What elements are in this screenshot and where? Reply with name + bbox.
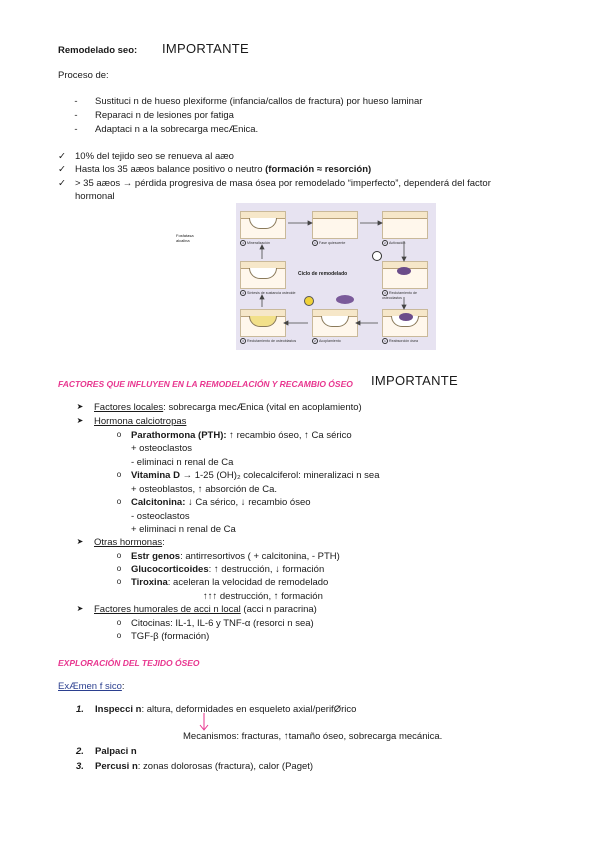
circle-bullet-icon: o — [116, 577, 122, 586]
circle-bullet-icon: o — [116, 497, 122, 506]
hormone-detail: + osteoblastos, ↑ absorción de Ca. — [131, 484, 278, 495]
hormone-item: Tiroxina: aceleran la velocidad de remodelado — [131, 577, 329, 588]
arrow-bullet-icon: ➤ — [76, 604, 84, 613]
check-item: > 35 aæos → pérdida progresiva de masa ósea por remodelado “imperfecto”, dependerá del factor — [75, 178, 491, 189]
examen-heading: ExÆmen f sico: — [58, 681, 125, 692]
hormone-detail: ↑↑↑ destrucción, ↑ formación — [203, 591, 323, 602]
check-icon: ✓ — [58, 178, 66, 189]
factor-item: Factores locales: sobrecarga mecÆnica (vital en acoplamiento) — [94, 402, 362, 413]
hormone-item: Glucocorticoides: ↑ destrucción, ↓ formación — [131, 564, 325, 575]
factores-heading: FACTORES QUE INFLUYEN EN LA REMODELACIÓN Y RECAMBIO ÓSEO — [58, 379, 353, 389]
cycle-arrows — [236, 203, 436, 350]
arrow-bullet-icon: ➤ — [76, 537, 84, 546]
circle-bullet-icon: o — [116, 551, 122, 560]
step-label: 4 Síntesis de sustancia osteoide — [240, 290, 296, 296]
hormone-item: Vitamina D → 1-25 (OH)₂ colecalciferol: mineralizaci n sea — [131, 470, 380, 481]
step-label: 4 Mineralización — [240, 240, 270, 246]
hormone-item: Estr genos: antirresortivos ( + calcitonina, - PTH) — [131, 551, 340, 562]
factor-item: Otras hormonas: — [94, 537, 165, 548]
hormone-item: Citocinas: IL-1, IL-6 y TNF-α (resorci n sea) — [131, 618, 314, 629]
exam-item: Palpaci n — [95, 746, 137, 757]
circle-bullet-icon: o — [116, 631, 122, 640]
list-number: 1. — [76, 704, 84, 715]
dash-bullet: - — [74, 124, 78, 135]
check-item-cont: hormonal — [75, 191, 115, 202]
list-item: Reparaci n de lesiones por fatiga — [95, 110, 234, 121]
check-icon: ✓ — [58, 151, 66, 162]
important-tag: IMPORTANTE — [371, 373, 459, 388]
list-item: Adaptaci n a la sobrecarga mecÆnica. — [95, 124, 259, 135]
step-label: 2 Acoplamiento — [312, 338, 341, 344]
hormone-detail: - eliminaci n renal de Ca — [131, 457, 234, 468]
down-arrow-icon — [199, 713, 209, 733]
step-label: 1 Fase quiescente — [312, 240, 345, 246]
mecanismos-note: Mecanismos: fracturas, ↑tamaño óseo, sobrecarga mecánica. — [183, 731, 443, 742]
check-item: Hasta los 35 aæos balance positivo o neutro (formación ≈ resorción) — [75, 164, 372, 175]
exam-item: Inspecci n: altura, deformidades en esqueleto axial/perifØrico — [95, 704, 357, 715]
hormone-item: TGF-β (formación) — [131, 631, 210, 642]
circle-bullet-icon: o — [116, 618, 122, 627]
circle-bullet-icon: o — [116, 564, 122, 573]
circle-bullet-icon: o — [116, 430, 122, 439]
step-label: 2 Activación — [382, 240, 405, 246]
factor-item: Hormona calciotropas — [94, 416, 187, 427]
hormone-detail: + eliminaci n renal de Ca — [131, 524, 236, 535]
hormone-item: Parathormona (PTH): ↑ recambio óseo, ↑ Ca sérico — [131, 430, 352, 441]
exam-item: Percusi n: zonas dolorosas (fractura), calor (Paget) — [95, 761, 314, 772]
list-item: Sustituci n de hueso plexiforme (infancia/callos de fractura) por hueso laminar — [95, 96, 423, 107]
remodeling-cycle-figure — [236, 203, 436, 350]
step-label: 3 Reclutamiento de osteoblastos — [240, 338, 296, 344]
check-item: 10% del tejido seo se renueva al aæo — [75, 151, 234, 162]
list-number: 3. — [76, 761, 84, 772]
important-tag: IMPORTANTE — [162, 41, 250, 56]
figure-side-label: Fosfatasa alcalina — [176, 233, 194, 243]
page-title: Remodelado seo: — [58, 45, 138, 56]
hormone-detail: - osteoclastos — [131, 511, 190, 522]
circle-bullet-icon: o — [116, 470, 122, 479]
arrow-bullet-icon: ➤ — [76, 402, 84, 411]
proceso-heading: Proceso de: — [58, 70, 109, 81]
step-label: 3 Reclutamiento de osteoclastos — [382, 291, 417, 300]
arrow-bullet-icon: ➤ — [76, 416, 84, 425]
dash-bullet: - — [74, 96, 78, 107]
step-label: 1 Reabsorción ósea — [382, 338, 418, 344]
hormone-detail: + osteoclastos — [131, 443, 192, 454]
list-number: 2. — [76, 746, 84, 757]
cycle-title: Ciclo de remodelado — [298, 271, 348, 277]
check-icon: ✓ — [58, 164, 66, 175]
dash-bullet: - — [74, 110, 78, 121]
hormone-item: Calcitonina: ↓ Ca sérico, ↓ recambio óseo — [131, 497, 311, 508]
factor-item: Factores humorales de acci n local (acci n paracrina) — [94, 604, 317, 615]
exploracion-heading: EXPLORACIÓN DEL TEJIDO ÓSEO — [58, 658, 200, 668]
